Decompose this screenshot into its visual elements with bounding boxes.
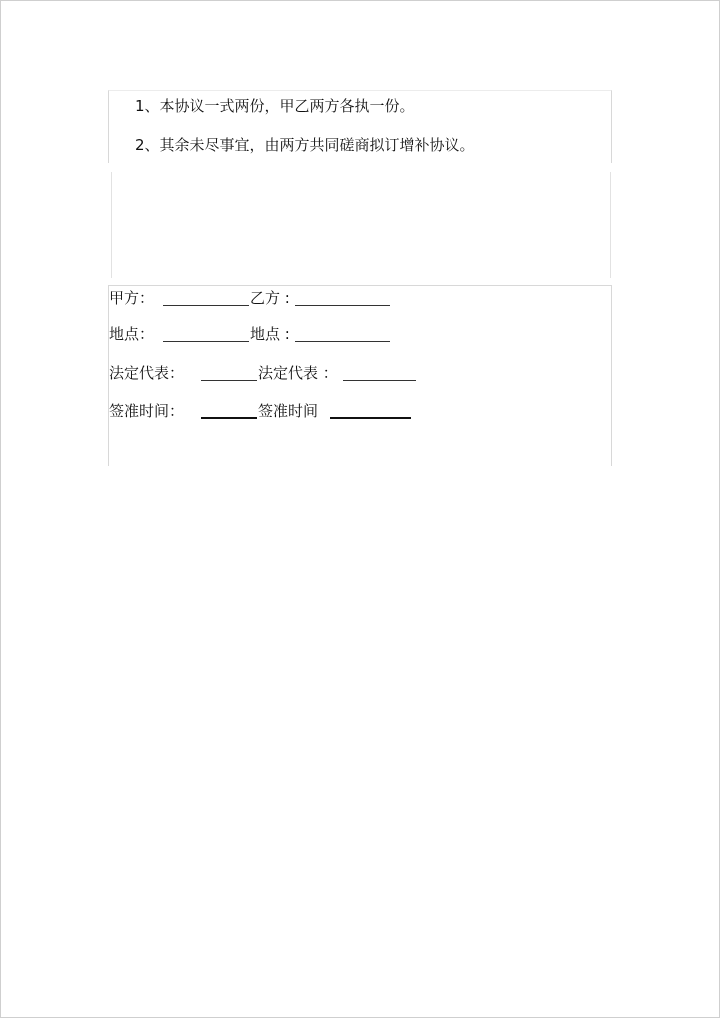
- clause-item: 1、本协议一式两份，甲乙两方各执一份。: [135, 97, 415, 115]
- party-a-blank[interactable]: [163, 305, 249, 306]
- party-b-blank[interactable]: [295, 305, 390, 306]
- signature-section: [108, 285, 612, 466]
- sign-time-a-blank[interactable]: [201, 417, 257, 419]
- location-a-blank[interactable]: [163, 341, 249, 342]
- party-a-label: 甲方：: [109, 289, 155, 307]
- legal-rep-a-blank[interactable]: [201, 380, 257, 381]
- legal-rep-b-label: 法定代表 ：: [258, 364, 338, 382]
- legal-rep-row: [109, 361, 609, 385]
- location-row: [109, 322, 609, 346]
- location-a-label: 地点：: [109, 325, 155, 343]
- sign-time-b-blank[interactable]: [330, 417, 411, 419]
- legal-rep-b-blank[interactable]: [343, 380, 416, 381]
- legal-rep-a-label: 法定代表：: [109, 364, 185, 382]
- sign-time-row: [109, 399, 609, 423]
- blank-area: [111, 172, 611, 278]
- sign-time-b-label: 签准时间: [258, 402, 319, 420]
- party-row: [109, 286, 609, 310]
- clauses-section: [108, 90, 612, 163]
- location-b-label: 地点 :: [250, 325, 290, 343]
- sign-time-a-label: 签准时间：: [109, 402, 185, 420]
- clause-item: 2、其余未尽事宜，由两方共同磋商拟订增补协议。: [135, 136, 475, 154]
- party-b-label: 乙方 :: [250, 289, 290, 307]
- location-b-blank[interactable]: [295, 341, 390, 342]
